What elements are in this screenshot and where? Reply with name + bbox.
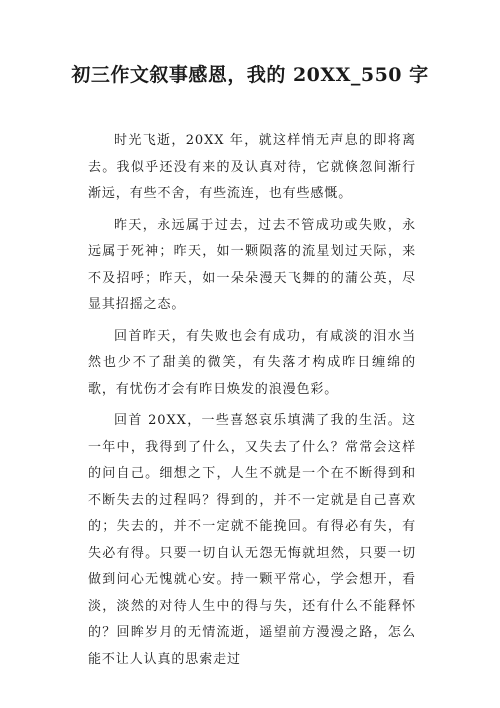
paragraph-3: 回首昨天，有失败也会有成功，有咸淡的泪水当然也少不了甜美的微笑，有失落才构成昨日缠绵的歌，有忧伤才会有昨日焕发的浪漫色彩。: [88, 328, 416, 397]
paragraph-2: 昨天，永远属于过去，过去不管成功或失败，永远属于死神；昨天，如一颗陨落的流星划过天际，来不及招呼；昨天，如一朵朵漫天飞舞的的蒲公英，尽显其招摇之态。: [88, 217, 416, 312]
paragraph-4: 回首 20XX，一些喜怒哀乐填满了我的生活。这一年中，我得到了什么，又失去了什么？常常会这样的问自己。细想之下，人生不就是一个在不断得到和不断失去的过程吗？得到的，并不一定就是自己喜欢的；失去的，并不一定就不能挽回。有得必有失，有失必有得。只要一切自认无怨无悔就坦然，只要一切做到问心无愧就心安。持一颗平常心，学会想开，看淡，淡然的对待人生中的得与失，还有什么不能释怀的？回眸岁月的无情流逝，遥望前方漫漫之路，怎么能不让人认真的思索走过: [88, 413, 416, 667]
document-title: 初三作文叙事感恩，我的 20XX_550 字: [71, 64, 429, 86]
document-body: [88, 128, 416, 678]
paragraph-1: 时光飞逝，20XX 年，就这样悄无声息的即将离去。我似乎还没有来的及认真对待，它就倏忽间渐行渐远，有些不舍，有些流连，也有些感慨。: [88, 133, 416, 201]
